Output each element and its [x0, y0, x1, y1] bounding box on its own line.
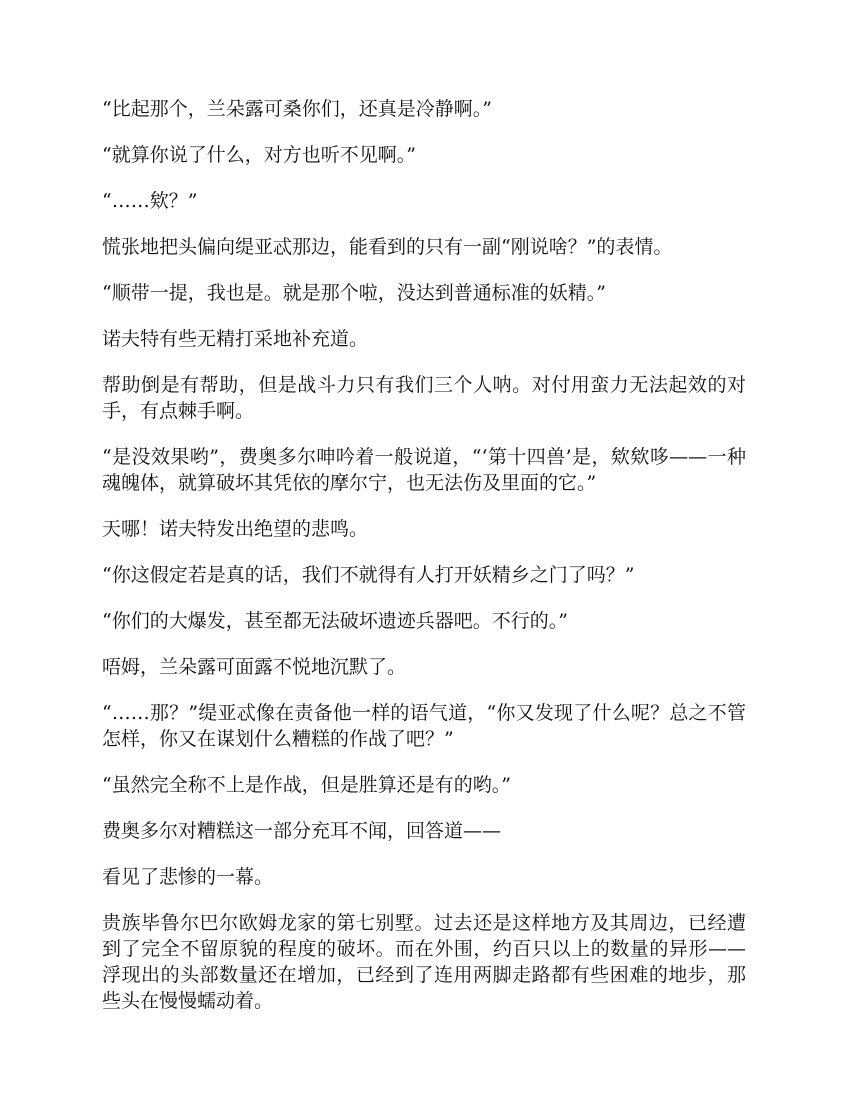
paragraph: “是没效果哟”，费奥多尔呻吟着一般说道，“‘第十四兽’是，欸欸哆——一种魂魄体，就算破坏其凭依的摩尔宁，也无法伤及里面的它。” — [102, 446, 746, 494]
paragraph: “……那？”缇亚忒像在责备他一样的语气道，“你又发现了什么呢？总之不管怎样，你又在谋划什么糟糕的作战了吧？” — [102, 702, 746, 750]
paragraph: “顺带一提，我也是。就是那个啦，没达到普通标准的妖精。” — [102, 282, 606, 304]
paragraph: 慌张地把头偏向缇亚忒那边，能看到的只有一副“刚说啥？”的表情。 — [102, 236, 673, 258]
paragraph: “你们的大爆发，甚至都无法破坏遗迹兵器吧。不行的。” — [102, 610, 568, 632]
paragraph: 看见了悲惨的一幕。 — [102, 866, 274, 888]
paragraph: “……欸？” — [102, 190, 198, 212]
paragraph: 天哪！诺夫特发出绝望的悲鸣。 — [102, 518, 369, 540]
paragraph: 费奥多尔对糟糕这一部分充耳不闻，回答道—— — [102, 820, 502, 842]
paragraph: “虽然完全称不上是作战，但是胜算还是有的哟。” — [102, 774, 511, 796]
paragraph: 贵族毕鲁尔巴尔欧姆龙家的第七别墅。过去还是这样地方及其周边，已经遭到了完全不留原貌的程度的破坏。而在外围，约百只以上的数量的异形——浮现出的头部数量还在增加，已经到了连用两脚走路都有些困难的地步，那些头在慢慢蠕动着。 — [102, 912, 746, 1012]
paragraph: “你这假定若是真的话，我们不就得有人打开妖精乡之门了吗？” — [102, 564, 635, 586]
paragraph: 帮助倒是有帮助，但是战斗力只有我们三个人呐。对付用蛮力无法起效的对手，有点棘手啊。 — [102, 374, 746, 422]
paragraph: “就算你说了什么，对方也听不见啊。” — [102, 144, 416, 166]
paragraph: “比起那个，兰朵露可桑你们，还真是冷静啊。” — [102, 98, 492, 120]
paragraph: 诺夫特有些无精打采地补充道。 — [102, 328, 369, 350]
document-body — [102, 96, 746, 1034]
paragraph: 唔姆，兰朵露可面露不悦地沉默了。 — [102, 656, 407, 678]
